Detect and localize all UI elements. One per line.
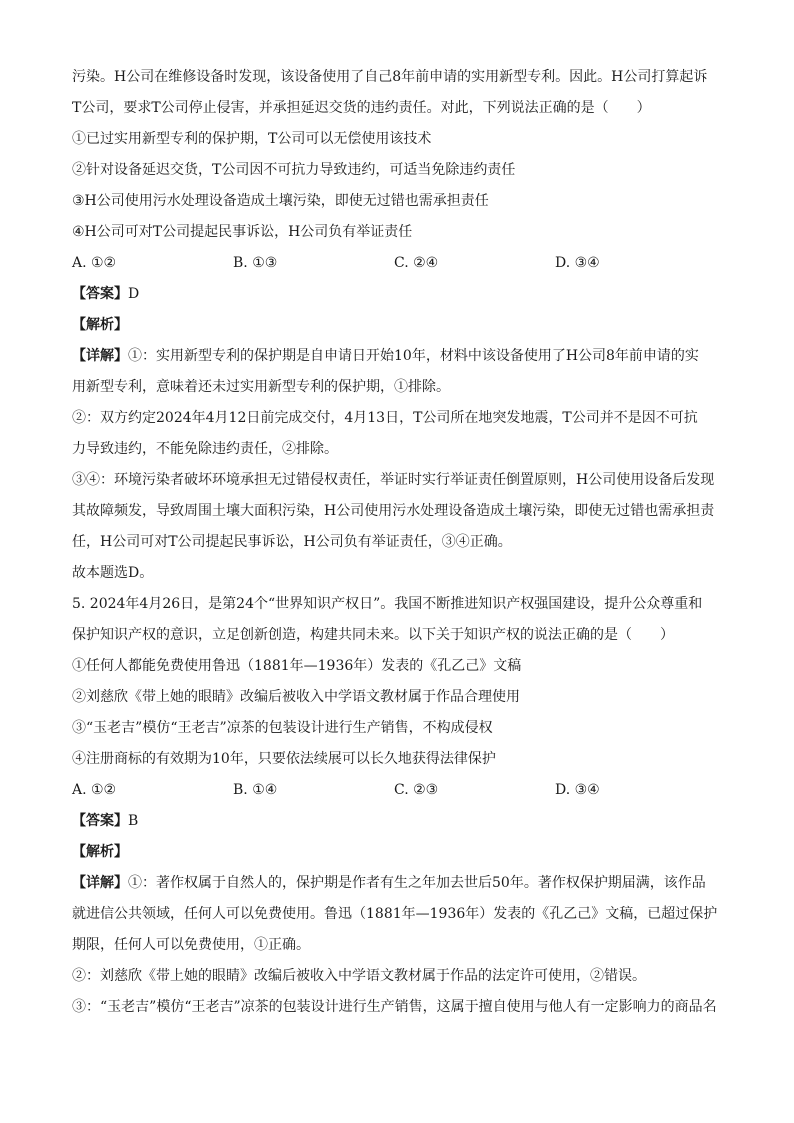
q4-statement-3: ③H公司使用污水处理设备造成土壤污染，即使无过错也需承担责任 [72,193,489,209]
q4-option-a: A. ①② [72,255,117,271]
document-page [72,62,732,1023]
q5-detail-text-1: ①：著作权属于自然人的，保护期是作者有生之年加去世后50年。著作权保护期届满，该作品 [128,875,706,891]
q5-stem-line-1: 5. 2024年4月26日，是第24个“世界知识产权日”。我国不断推进知识产权强国建设，提升公众尊重和 [72,596,703,612]
q5-option-b: B. ①④ [233,782,278,798]
q4-conclusion: 故本题选D。 [72,565,154,581]
q5-stem-line-2: 保护知识产权的意识，立足创新创造，构建共同未来。以下关于知识产权的说法正确的是（ ） [72,627,674,643]
q4-answer [72,279,732,310]
q5-detail-line-4: ②：刘慈欣《带上她的眼睛》改编后被收入中学语文教材属于作品的法定许可使用，②错误。 [72,968,646,984]
q5-option-c: C. ②③ [394,782,439,798]
q5-statement-1: ①任何人都能免费使用鲁迅（1881年—1936年）发表的《孔乙己》文稿 [72,658,522,674]
q4-detail-line-1 [72,341,732,372]
q4-detail-line-2: 用新型专利，意味着还未过实用新型专利的保护期，①排除。 [72,379,450,395]
q5-answer-value: B [128,813,139,829]
q4-detail-line-7: 任，H公司可对T公司提起民事诉讼，H公司负有举证责任，③④正确。 [72,534,512,550]
q5-detail-label: 【详解】 [72,875,128,891]
q4-detail-line-5: ③④：环境污染者破坏环境承担无过错侵权责任，举证时实行举证责任倒置原则，H公司使用设备后发现 [72,472,715,488]
q5-answer-label: 【答案】 [72,813,128,829]
q5-option-d: D. ③④ [555,782,600,798]
q5-statement-2: ②刘慈欣《带上她的眼睛》改编后被收入中学语文教材属于作品合理使用 [72,689,520,705]
q4-options [72,248,732,279]
q4-option-c: C. ②④ [394,255,439,271]
q4-option-d: D. ③④ [555,255,600,271]
q5-answer [72,806,732,837]
q4-statement-4: ④H公司可对T公司提起民事诉讼，H公司负有举证责任 [72,224,413,240]
q4-analysis-label: 【解析】 [72,317,128,333]
q5-detail-line-2: 就进信公共领域，任何人可以免费使用。鲁迅（1881年—1936年）发表的《孔乙己》文稿，已超过保护 [72,906,718,922]
q4-detail-line-3: ②：双方约定2024年4月12日前完成交付，4月13日，T公司所在地突发地震，T公司并不是因不可抗 [72,410,698,426]
q4-detail-text-1: ①：实用新型专利的保护期是自申请日开始10年，材料中该设备使用了H公司8年前申请的实 [128,348,699,364]
q5-detail-line-3: 期限，任何人可以免费使用，①正确。 [72,937,310,953]
q4-detail-label: 【详解】 [72,348,128,364]
q5-options [72,775,732,806]
q5-statement-3: ③“玉老吉”模仿“王老吉”凉茶的包装设计进行生产销售，不构成侵权 [72,720,493,736]
q4-stem-line-2: T公司，要求T公司停止侵害，并承担延迟交货的违约责任。对此，下列说法正确的是（ ） [72,100,651,116]
q5-analysis-label: 【解析】 [72,844,128,860]
q4-stem-line-1: 污染。H公司在维修设备时发现，该设备使用了自己8年前申请的实用新型专利。因此。H公司打算起诉 [72,69,708,85]
q4-detail-line-6: 其故障频发，导致周围土壤大面积污染，H公司使用污水处理设备造成土壤污染，即使无过错也需承担责 [72,503,715,519]
q4-answer-value: D [128,286,140,302]
q5-option-a: A. ①② [72,782,117,798]
q5-detail-line-1 [72,868,732,899]
q5-detail-line-5: ③：“玉老吉”模仿“王老吉”凉茶的包装设计进行生产销售，这属于擅自使用与他人有一定影响力的商品名 [72,999,717,1015]
q4-answer-label: 【答案】 [72,286,128,302]
q4-statement-1: ①已过实用新型专利的保护期，T公司可以无偿使用该技术 [72,131,432,147]
q5-statement-4: ④注册商标的有效期为10年，只要依法续展可以长久地获得法律保护 [72,751,496,767]
q4-statement-2: ②针对设备延迟交货，T公司因不可抗力导致违约，可适当免除违约责任 [72,162,516,178]
q4-detail-line-4: 力导致违约，不能免除违约责任，②排除。 [72,441,338,457]
q4-option-b: B. ①③ [233,255,278,271]
